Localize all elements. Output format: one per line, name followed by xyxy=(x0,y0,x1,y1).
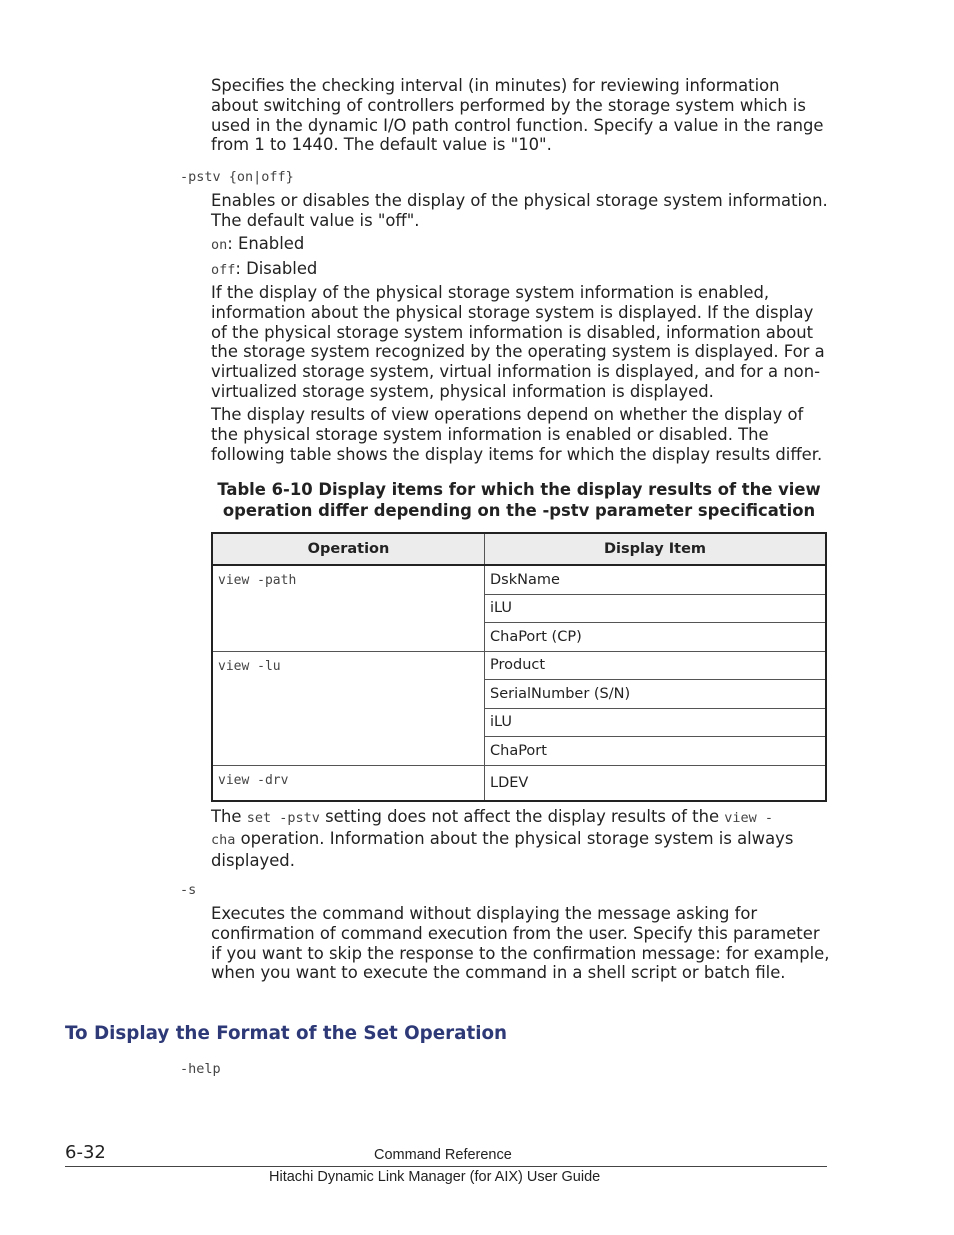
table-header-row xyxy=(212,533,826,565)
display-item-cell: ChaPort (CP) xyxy=(485,623,827,652)
page-number: 6-32 xyxy=(65,1142,106,1163)
on-text: : Enabled xyxy=(227,234,305,253)
note-text: The xyxy=(211,807,247,826)
header-operation: Operation xyxy=(212,533,485,565)
table-caption-line-2: operation differ depending on the -pstv parameter specification xyxy=(222,501,816,520)
pstv-paragraph-2: The display results of view operations depend on whether the display of the physical storage system information is enabled or disabled. The following table shows the display items for which the display results differ. xyxy=(211,405,823,464)
operation-cell: view -lu xyxy=(212,651,485,765)
display-item-cell: Product xyxy=(485,651,827,680)
off-text: : Disabled xyxy=(235,259,318,278)
display-item-cell: iLU xyxy=(485,594,827,623)
off-code: off xyxy=(211,262,236,278)
help-parameter: -help xyxy=(180,1061,221,1077)
pstv-description: Enables or disables the display of the physical storage system information. The default value is "off". xyxy=(211,191,828,230)
footer-divider xyxy=(65,1166,827,1167)
s-parameter: -s xyxy=(180,882,197,898)
operation-cell: view -drv xyxy=(212,765,485,801)
note-code-set-pstv: set -pstv xyxy=(246,810,320,826)
note-code-cha: cha xyxy=(211,831,236,848)
pstv-note xyxy=(211,807,831,870)
display-item-cell: LDEV xyxy=(485,765,827,801)
s-description: Executes the command without displaying the message asking for confirmation of command execution from the user. Specify this parameter if you want to skip the response to the confirmation message: for example, when you want to execute the command in a shell script or batch file. xyxy=(211,904,830,983)
display-item-cell: DskName xyxy=(485,565,827,594)
display-item-cell: iLU xyxy=(485,708,827,737)
footer-section: Command Reference xyxy=(374,1147,512,1163)
table-caption xyxy=(211,479,827,521)
header-display-item: Display Item xyxy=(485,533,827,565)
pstv-parameter: -pstv {on|off} xyxy=(180,169,294,185)
on-code: on xyxy=(211,237,228,253)
pstv-paragraph-1: If the display of the physical storage system information is enabled, information about the physical storage system is displayed. If the display of the physical storage system information is disabled, information about the storage system recognized by the operating system is displayed. For a virtualized storage system, virtual information is displayed, and for a non-virtualized storage system, physical information is displayed. xyxy=(211,283,825,401)
intro-paragraph: Specifies the checking interval (in minutes) for reviewing information about switching of controllers performed by the storage system which is used in the dynamic I/O path control function. Specify a value in the range from 1 to 1440. The default value is "10". xyxy=(211,76,824,155)
pstv-on-option xyxy=(211,234,831,256)
table-row xyxy=(212,651,826,680)
pstv-off-option xyxy=(211,259,831,281)
note-text: operation. Information about the physical storage system is always xyxy=(235,828,794,848)
display-item-cell: SerialNumber (S/N) xyxy=(485,680,827,709)
display-item-cell: ChaPort xyxy=(485,737,827,766)
footer-guide-title: Hitachi Dynamic Link Manager (for AIX) User Guide xyxy=(269,1169,601,1185)
table-row xyxy=(212,565,826,594)
operation-cell: view -path xyxy=(212,565,485,651)
display-items-table xyxy=(211,532,827,802)
table-row xyxy=(212,765,826,801)
note-text: displayed. xyxy=(211,850,295,870)
table-caption-line-1: Table 6-10 Display items for which the display results of the view xyxy=(217,480,821,499)
section-heading: To Display the Format of the Set Operation xyxy=(65,1023,508,1044)
note-text: setting does not affect the display results of the xyxy=(319,807,725,826)
note-code-view: view - xyxy=(724,810,774,826)
